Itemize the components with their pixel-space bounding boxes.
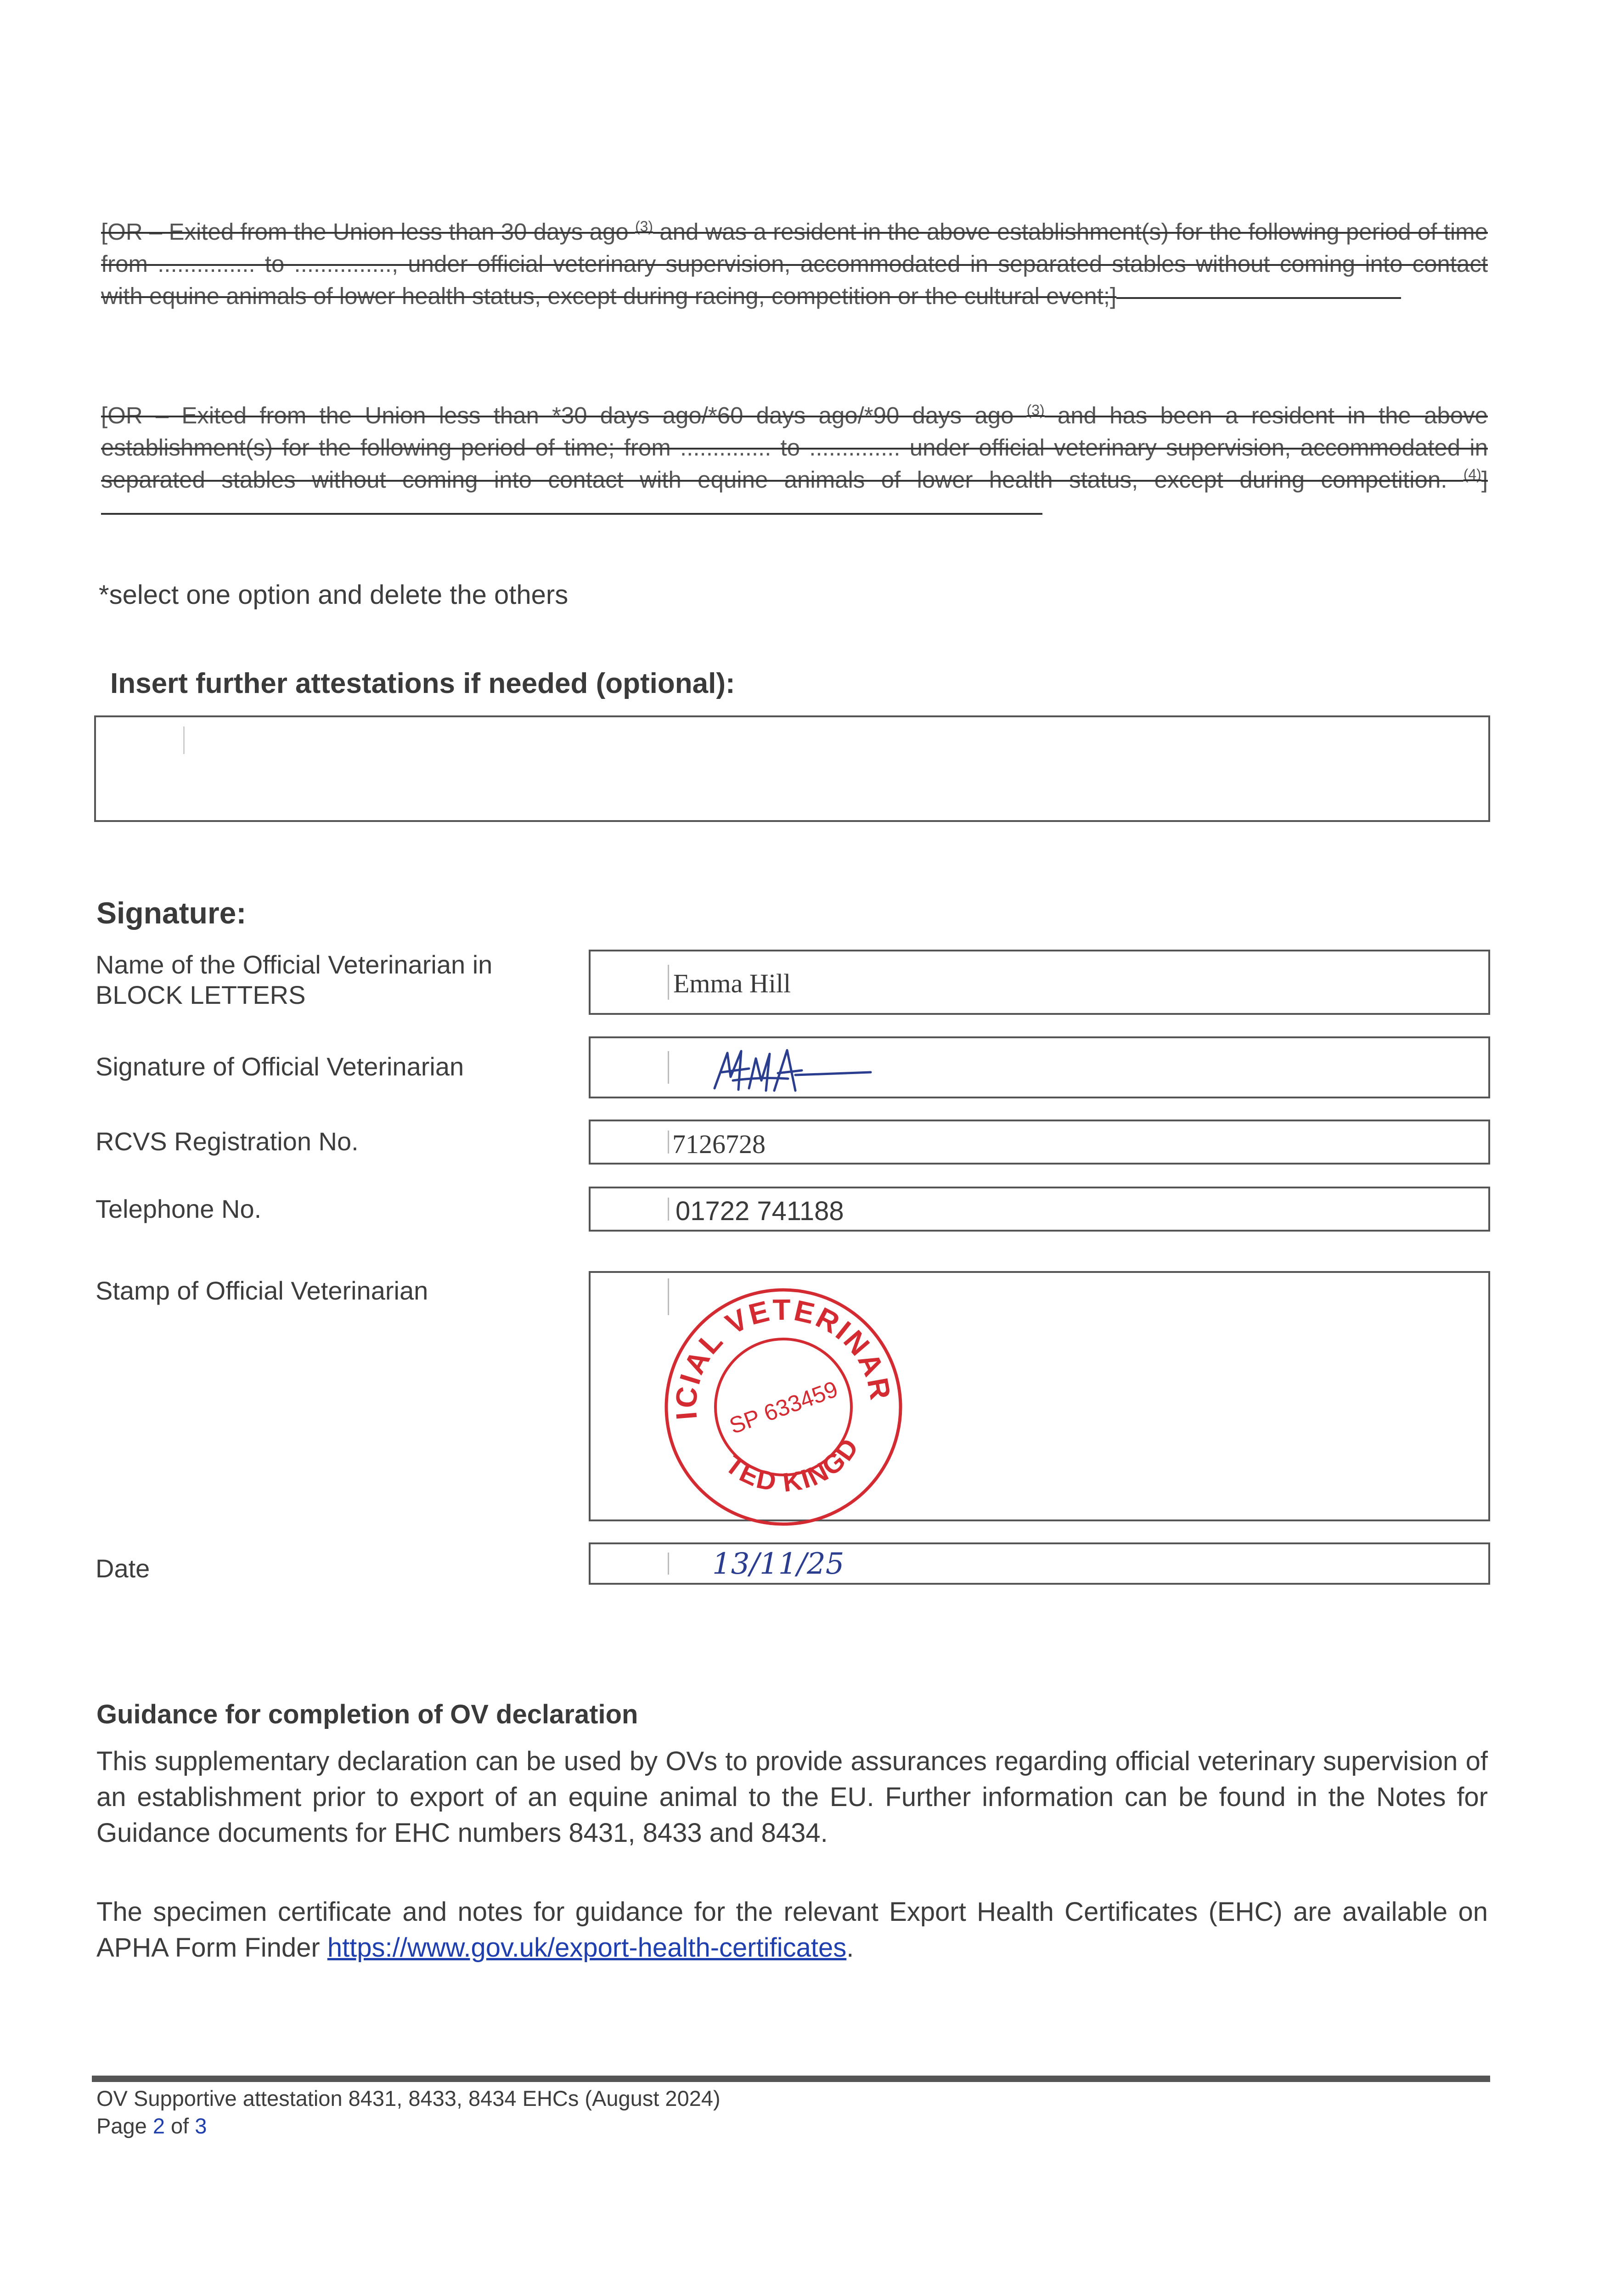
ehc-link[interactable]: https://www.gov.uk/export-health-certificates bbox=[327, 1933, 847, 1963]
text-cursor bbox=[668, 1051, 669, 1084]
name-field[interactable] bbox=[589, 950, 1490, 1015]
signature-label: Signature of Official Veterinarian bbox=[96, 1052, 464, 1081]
option-multi-days-struck bbox=[101, 400, 1488, 528]
footnote-ref: (4) bbox=[1463, 466, 1481, 483]
telephone-value: 01722 741188 bbox=[676, 1196, 844, 1226]
option-text: [OR – Exited from the Union less than *30 days ago/*60 days ago/*90 days ago bbox=[101, 402, 1027, 428]
footer-document-title: OV Supportive attestation 8431, 8433, 8434 EHCs (August 2024) bbox=[96, 2086, 721, 2110]
date-field[interactable] bbox=[589, 1542, 1490, 1585]
stamp-center-text: SP 633459 bbox=[726, 1376, 841, 1439]
guidance-paragraph-1: This supplementary declaration can be used by OVs to provide assurances regarding official veterinary supervision of an establishment prior to export of an equine animal to the EU. Further information can be found in the Notes for Guidance documents for EHC numbers 8431, 8433 and 8434. bbox=[96, 1746, 1488, 1848]
further-attestations-heading: Insert further attestations if needed (optional): bbox=[110, 668, 735, 699]
name-value: Emma Hill bbox=[673, 968, 791, 998]
stamp-bottom-text: UNITED KINGDOM bbox=[720, 1432, 866, 1498]
text-cursor bbox=[183, 726, 185, 754]
rcvs-label: RCVS Registration No. bbox=[96, 1127, 359, 1156]
stamp-label: Stamp of Official Veterinarian bbox=[96, 1276, 428, 1305]
footer bbox=[96, 2085, 721, 2140]
further-attestations-box[interactable] bbox=[94, 715, 1490, 822]
footnote-ref: (3) bbox=[635, 218, 653, 235]
stamp-field[interactable] bbox=[589, 1271, 1490, 1521]
page-prefix: Page bbox=[96, 2114, 153, 2138]
text-cursor bbox=[668, 1198, 669, 1221]
rcvs-value: 7126728 bbox=[672, 1129, 766, 1159]
name-label-line1: Name of the Official Veterinarian in bbox=[96, 950, 493, 979]
option-text: [OR – Exited from the Union less than 30 days ago bbox=[101, 219, 635, 245]
text-cursor bbox=[668, 1131, 669, 1154]
footnote-ref: (3) bbox=[1026, 402, 1045, 418]
stamp-top-text: OFFICIAL VETERINARIAN bbox=[669, 1293, 898, 1421]
guidance-paragraph-2 bbox=[96, 1894, 1488, 1966]
text-cursor bbox=[668, 1553, 669, 1574]
telephone-field[interactable] bbox=[589, 1187, 1490, 1232]
name-label bbox=[96, 950, 492, 1010]
page-current: 2 bbox=[152, 2114, 165, 2138]
signature-heading: Signature: bbox=[96, 896, 247, 930]
page-of: of bbox=[164, 2114, 195, 2138]
strike-line bbox=[1116, 297, 1401, 299]
date-value: 13/11/25 bbox=[712, 1547, 844, 1581]
official-veterinarian-stamp bbox=[646, 1269, 921, 1526]
handwritten-signature-icon bbox=[705, 1045, 898, 1095]
footer-divider bbox=[92, 2076, 1490, 2082]
strike-line bbox=[101, 513, 1042, 515]
option-text: and was a resident in the above establishment(s) for the following period of time from ............... to ..............., under official veterinary supervision, accommodated in separated stables without coming into contact with equine animals of lower health status, except during racing, competition or the cultural event;] bbox=[101, 219, 1488, 309]
rcvs-field[interactable] bbox=[589, 1120, 1490, 1165]
page-number bbox=[96, 2112, 721, 2140]
telephone-label: Telephone No. bbox=[96, 1194, 262, 1223]
guidance-paragraph-2-text: The specimen certificate and notes for guidance for the relevant Export Health Certificates (EHC) are available on APHA Form Finder bbox=[96, 1897, 1488, 1963]
name-label-line2: BLOCK LETTERS bbox=[96, 980, 306, 1009]
date-label: Date bbox=[96, 1554, 150, 1583]
option-text: ] bbox=[1481, 467, 1488, 493]
option-text: and has been a resident in the above establishment(s) for the following period of time; from .............. to .............. under official veterinary supervision, accommodated in separated stables without coming into contact with equine animals of lower health status, except during competition. bbox=[101, 402, 1488, 493]
guidance-paragraph-2-end: . bbox=[846, 1933, 854, 1963]
option-30-days-struck bbox=[101, 216, 1488, 312]
guidance-heading: Guidance for completion of OV declaration bbox=[96, 1699, 638, 1729]
page-total: 3 bbox=[195, 2114, 207, 2138]
signature-field[interactable] bbox=[589, 1036, 1490, 1098]
text-cursor bbox=[668, 965, 669, 999]
select-note: *select one option and delete the others bbox=[99, 580, 569, 610]
